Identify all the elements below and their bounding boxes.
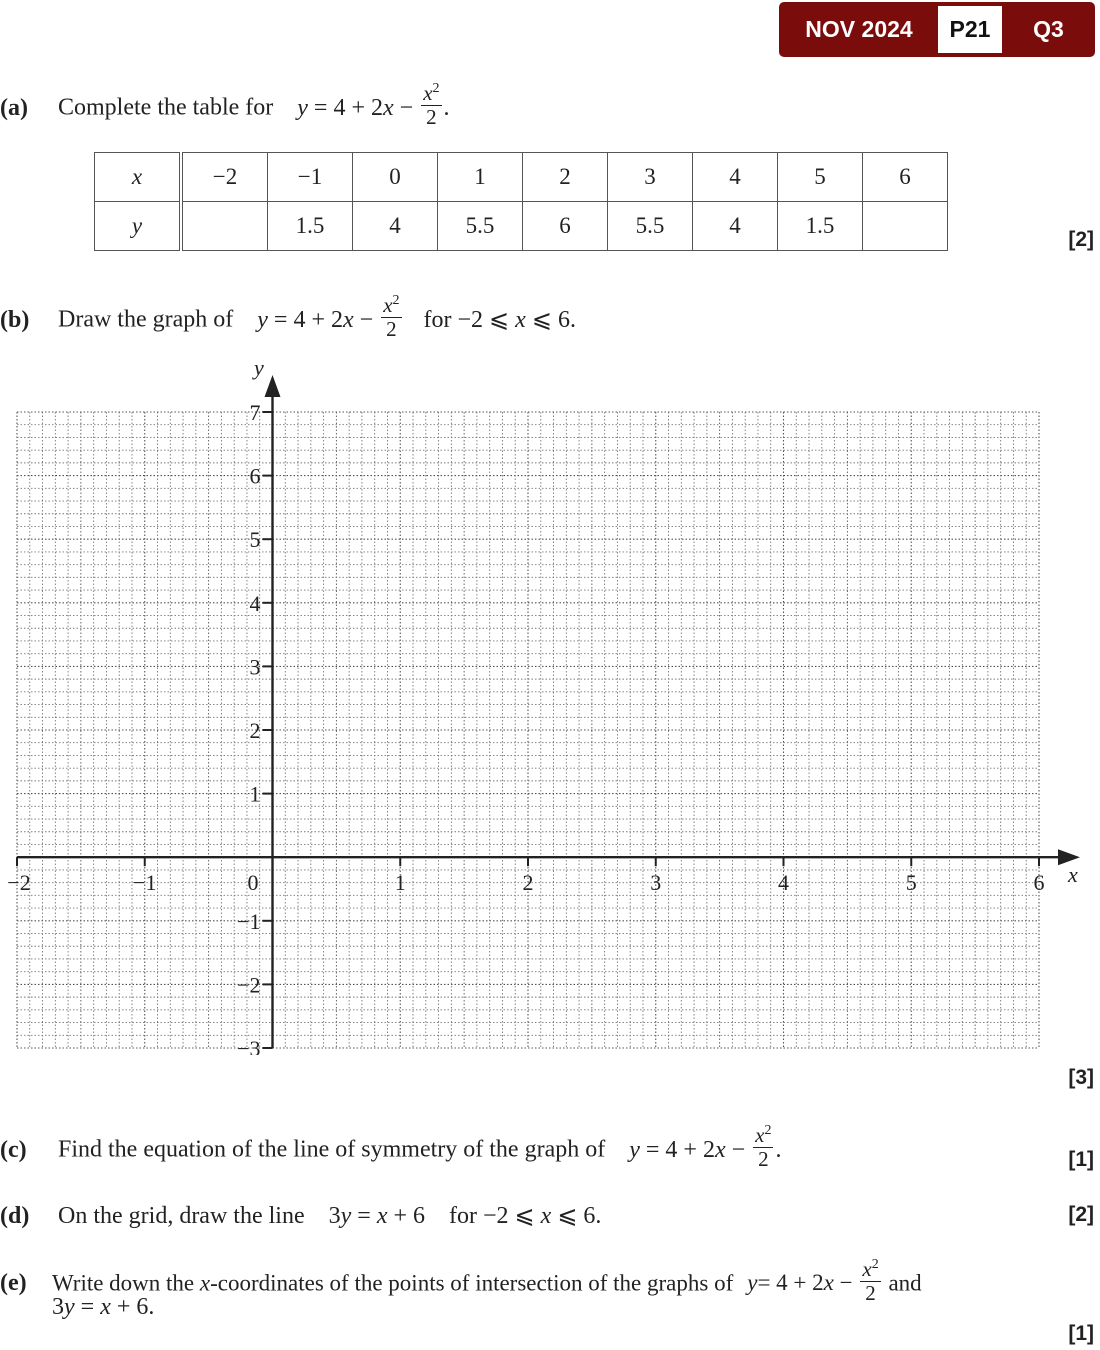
part-b-equation bbox=[257, 293, 409, 341]
text-part-1: Write down the bbox=[52, 1270, 200, 1296]
part-d-marks: [2] bbox=[1068, 1203, 1094, 1226]
eq-equals: = bbox=[351, 1203, 377, 1229]
exam-session: NOV 2024 bbox=[805, 16, 913, 42]
part-d-label: (d) bbox=[0, 1203, 30, 1229]
part-e-label: (e) bbox=[0, 1270, 27, 1297]
frac-num-var: x bbox=[383, 293, 393, 317]
table-row-y bbox=[95, 202, 948, 251]
table-cell: −2 bbox=[181, 153, 268, 202]
y-tick-label: −2 bbox=[237, 972, 261, 998]
y-tick-label: 2 bbox=[249, 718, 261, 743]
domain-text: for −2 ⩽ bbox=[423, 306, 516, 333]
table-row-x bbox=[95, 153, 948, 202]
x-tick-label: 2 bbox=[522, 870, 534, 896]
x-axis-label: x bbox=[1068, 862, 1078, 887]
paper-reference-badge bbox=[779, 2, 1095, 57]
table-header-y: y bbox=[95, 202, 182, 251]
graph-grid[interactable] bbox=[0, 355, 1100, 1055]
part-b-label: (b) bbox=[0, 306, 30, 333]
part-a-label: (a) bbox=[0, 94, 28, 121]
y-tick-label: 1 bbox=[249, 781, 261, 807]
x-tick-label: 1 bbox=[394, 870, 406, 896]
part-a-prompt bbox=[0, 81, 450, 132]
part-b-prompt bbox=[0, 293, 576, 344]
table-cell: 4 bbox=[353, 202, 438, 251]
part-d-prompt bbox=[0, 1201, 601, 1230]
x-tick-label: 3 bbox=[650, 870, 662, 896]
table-answer-cell[interactable] bbox=[181, 202, 268, 251]
table-cell: 5 bbox=[778, 153, 863, 202]
y-tick-label: 4 bbox=[249, 590, 261, 616]
eq-var: x bbox=[714, 1136, 726, 1163]
frac-num-exp: 2 bbox=[432, 81, 440, 96]
frac-den: 2 bbox=[865, 1281, 876, 1305]
eq-const: + 6. bbox=[110, 1294, 155, 1320]
table-cell: 6 bbox=[863, 153, 948, 202]
eq-coef: 3 bbox=[328, 1203, 341, 1229]
y-tick-label: −3 bbox=[237, 1036, 261, 1055]
domain-end: ⩽ 6. bbox=[551, 1203, 602, 1229]
domain-var: x bbox=[515, 306, 526, 333]
part-e-prompt bbox=[0, 1257, 1100, 1308]
eq-var: x bbox=[343, 306, 354, 333]
frac-den: 2 bbox=[758, 1147, 769, 1171]
part-d-line-equation bbox=[329, 1203, 425, 1229]
x-tick-label: 5 bbox=[905, 870, 917, 896]
table-cell: 2 bbox=[523, 153, 608, 202]
frac-num-var: x bbox=[862, 1257, 872, 1281]
eq-equals: = bbox=[74, 1294, 101, 1320]
x-tick-label: 0 bbox=[247, 870, 259, 896]
x-tick-label: 6 bbox=[1033, 870, 1045, 896]
x-tick-label: 4 bbox=[778, 870, 789, 896]
frac-num-exp: 2 bbox=[871, 1257, 879, 1272]
grid-lines bbox=[17, 412, 1039, 1048]
table-cell: 5.5 bbox=[608, 202, 693, 251]
domain-end: ⩽ 6. bbox=[525, 306, 576, 333]
fraction-x2-over-2 bbox=[421, 82, 441, 128]
y-tick-label: 7 bbox=[249, 400, 261, 425]
eq-const: + 6 bbox=[387, 1203, 426, 1229]
eq-var-x: x bbox=[376, 1203, 388, 1229]
table-cell: 5.5 bbox=[438, 202, 523, 251]
table-cell: 4 bbox=[693, 153, 778, 202]
table-cell: 4 bbox=[693, 202, 778, 251]
eq-lhs: y bbox=[747, 1270, 758, 1296]
eq-lhs: y bbox=[629, 1136, 640, 1163]
eq-var-x: x bbox=[100, 1294, 111, 1320]
part-a-text: Complete the table for bbox=[58, 94, 274, 121]
table-cell: 6 bbox=[523, 202, 608, 251]
part-c-label: (c) bbox=[0, 1136, 27, 1163]
frac-num-var: x bbox=[755, 1123, 765, 1147]
eq-minus: − bbox=[833, 1270, 853, 1296]
domain-var: x bbox=[540, 1203, 552, 1229]
part-c-marks: [1] bbox=[1068, 1148, 1094, 1171]
text-part-2: -coordinates of the points of intersection of the graphs of bbox=[210, 1270, 734, 1296]
eq-end: . bbox=[775, 1136, 782, 1163]
table-cell: 1.5 bbox=[778, 202, 863, 251]
y-tick-label: 5 bbox=[249, 527, 261, 553]
eq-var: x bbox=[383, 94, 394, 121]
part-c-prompt bbox=[0, 1123, 782, 1174]
fraction-x2-over-2 bbox=[381, 294, 401, 340]
eq-var-y: y bbox=[64, 1294, 75, 1320]
frac-num-var: x bbox=[423, 81, 433, 105]
domain-text: for −2 ⩽ bbox=[449, 1203, 541, 1229]
eq-lhs: y bbox=[257, 306, 268, 333]
eq-minus: − bbox=[353, 306, 374, 333]
eq-var-y: y bbox=[340, 1203, 352, 1229]
x-tick-label: −1 bbox=[133, 870, 157, 896]
frac-den: 2 bbox=[386, 317, 397, 341]
table-cell: 0 bbox=[353, 153, 438, 202]
frac-num-exp: 2 bbox=[392, 293, 400, 308]
eq-minus: − bbox=[725, 1136, 746, 1163]
eq-var: x bbox=[823, 1270, 834, 1296]
eq-lhs: y bbox=[297, 94, 308, 121]
table-cell: 1 bbox=[438, 153, 523, 202]
eq-end: . bbox=[443, 94, 450, 121]
eq-minus: − bbox=[393, 94, 414, 121]
y-tick-label: 3 bbox=[249, 654, 261, 680]
question-number: Q3 bbox=[1033, 16, 1064, 42]
frac-num-exp: 2 bbox=[764, 1123, 772, 1138]
table-cell: 1.5 bbox=[268, 202, 353, 251]
table-cell: 3 bbox=[608, 153, 693, 202]
fraction-x2-over-2 bbox=[753, 1124, 773, 1170]
x-tick-label: −2 bbox=[7, 870, 31, 896]
part-a-equation bbox=[297, 81, 450, 129]
y-axis-label: y bbox=[254, 355, 264, 380]
part-d-domain bbox=[449, 1203, 601, 1229]
eq-rhs: = 4 + 2 bbox=[313, 94, 383, 121]
part-a-marks: [2] bbox=[1068, 228, 1094, 251]
part-e-equation bbox=[747, 1257, 888, 1305]
part-b-marks: [3] bbox=[1068, 1066, 1094, 1089]
eq-coef: 3 bbox=[52, 1294, 64, 1320]
eq-rhs: = 4 + 2 bbox=[645, 1136, 715, 1163]
frac-den: 2 bbox=[426, 105, 437, 129]
part-c-text: Find the equation of the line of symmetry of the graph of bbox=[58, 1136, 606, 1163]
y-tick-label: −1 bbox=[237, 908, 261, 934]
table-cell: −1 bbox=[268, 153, 353, 202]
table-header-x: x bbox=[95, 153, 182, 202]
text-var: x bbox=[199, 1270, 211, 1296]
part-e-marks: [1] bbox=[1068, 1322, 1094, 1345]
part-b-domain bbox=[424, 307, 576, 333]
y-axis-arrow-icon bbox=[265, 375, 281, 397]
part-b-text: Draw the graph of bbox=[58, 306, 234, 333]
part-c-equation bbox=[629, 1123, 782, 1171]
values-table bbox=[94, 152, 948, 251]
table-answer-cell[interactable] bbox=[863, 202, 948, 251]
part-e-and: and bbox=[888, 1270, 922, 1296]
y-tick-label: 6 bbox=[249, 463, 261, 489]
eq-rhs: = 4 + 2 bbox=[273, 306, 343, 333]
paper-number: P21 bbox=[938, 6, 1002, 53]
tick-labels bbox=[7, 400, 1044, 1055]
fraction-x2-over-2 bbox=[860, 1258, 880, 1304]
part-e-second-line bbox=[52, 1294, 154, 1321]
part-d-text: On the grid, draw the line bbox=[58, 1203, 305, 1229]
eq-rhs: = 4 + 2 bbox=[757, 1270, 824, 1296]
part-e-text bbox=[52, 1270, 733, 1295]
